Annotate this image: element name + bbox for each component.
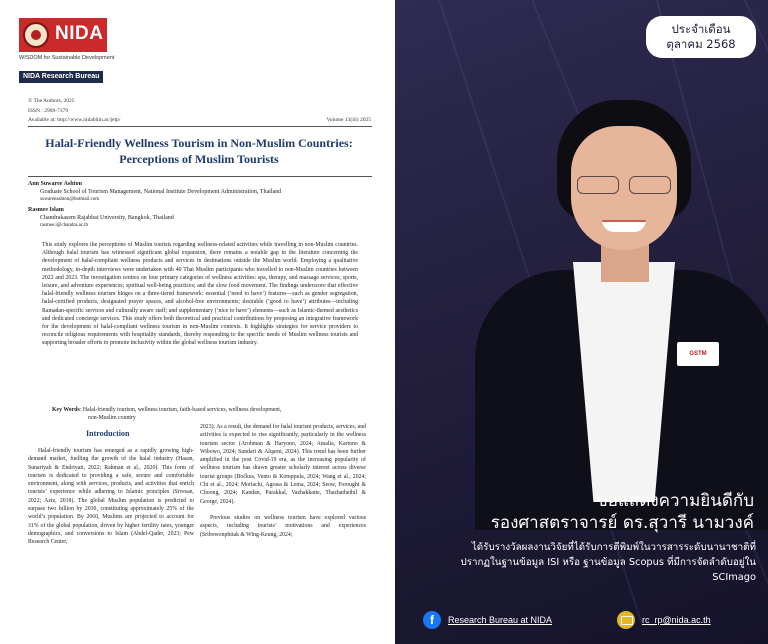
- paragraph-previous-studies: Previous studies on wellness tourism have explored various aspects, including tourists’ motivations and experiences (Sribowonphitak & Wing-Keung, 2024;: [200, 514, 366, 538]
- desc-line: SCImago: [712, 572, 756, 583]
- keywords-cont: non-Muslim country: [88, 415, 136, 422]
- portrait-photo: [455, 90, 768, 500]
- congratulation-panel: [395, 0, 768, 644]
- author2-affiliation: Chandrakasem Rajabhat University, Bangkok, Thailand: [40, 215, 174, 221]
- award-description: [416, 540, 756, 585]
- month-label: ประจำเดือน: [671, 22, 731, 36]
- glasses-icon: [573, 176, 675, 196]
- author1-name: Ann Suwaree Ashton: [28, 181, 82, 187]
- keywords-text: : Halal-friendly tourism, wellness tourism, faith-based services, wellness development,: [79, 407, 282, 413]
- congratulation-heading: [491, 490, 754, 534]
- logo-text: NIDA: [55, 23, 104, 44]
- introduction-heading: Introduction: [86, 429, 130, 438]
- facebook-label: Research Bureau at NIDA: [448, 615, 553, 625]
- keywords: [52, 406, 352, 422]
- volume: Volume 13(iii) 2025: [326, 117, 371, 123]
- email-icon: [617, 611, 635, 629]
- desc-line: ได้รับรางวัลผลงานวิจัยที่ได้รับการตีพิมพ์ในวารสารระดับนานาชาติที่: [471, 542, 756, 553]
- facebook-icon: f: [423, 611, 441, 629]
- abstract: This study explores the perceptions of Muslim tourists regarding wellness-related activities while travelling in non-Muslim countries. Although halal tourism has witnessed significant global expansion, there remains a notable gap in the literature concerning the development of halal-compliant wellness products and services in destinations outside the Muslim world. Employing a qualitative methodology, in-depth interviews were undertaken with 40 Thai Muslim participants who travelled to non-Muslim countries between 2022 and 2023. The investigation centres on four primary categories of wellness activities: spa, therapy, and massage services; sports, leisure, and adventure experiences; spiritual well-being practices; and the slow food movement. The findings underscore that effective halal-friendly wellness tourism hinges on a three-tiered framework: essential (‘need to have’) features—such as gender segregation, halal-certified products, designated prayer spaces, and alcohol-free environments; desirable (‘good to have’) attributes—including Ramadan-specific services and culturally aware staff; and supplementary (‘nice to have’) elements—such as Islamic-themed aesthetics and dedicated concierge services. This study offers both theoretical and practical contributions by proposing an integrative framework for the development of halal-compliant wellness tourism in non-Muslim contexts. It highlights strategies for service providers to reconcile religious requirements with hospitality standards, thereby responding to the specific needs of Muslim wellness tourists and supporting broader efforts to promote inclusivity within the global wellness tourism industry.: [42, 242, 358, 347]
- paper-title: Halal-Friendly Wellness Tourism in Non-Muslim Countries: Perceptions of Muslim Tourists: [45, 136, 353, 166]
- author1-affiliation: Graduate School of Tourism Management, National Institute Development Administration, Thailand: [40, 189, 282, 195]
- keywords-label: Key Words: [52, 407, 80, 413]
- author1-email: suwareeashton@hotmail.com: [40, 197, 100, 202]
- column-right: [200, 423, 366, 539]
- availability-link[interactable]: Available at: http://www.nidabilin.ac/jetp/: [28, 117, 121, 123]
- title-rule: [28, 176, 372, 177]
- column-left: [28, 447, 194, 547]
- research-bureau-label: NIDA Research Bureau: [19, 71, 103, 83]
- email-link[interactable]: [617, 611, 711, 629]
- congrats-line1: ขอแสดงความยินดีกับ: [596, 491, 754, 511]
- month-value: ตุลาคม 2568: [666, 37, 736, 51]
- author2-name: Rasmee Islam: [28, 207, 64, 213]
- email-label: rc_rp@nida.ac.th: [642, 615, 711, 625]
- name-badge: GSTM: [677, 342, 719, 366]
- copyright: © The Authors, 2025: [28, 98, 75, 104]
- tagline: WISDOM for Sustainable Development: [19, 55, 115, 61]
- month-badge: [646, 16, 756, 58]
- facebook-link[interactable]: [423, 611, 552, 629]
- desc-line: ปรากฏในฐานข้อมูล ISI หรือ ฐานข้อมูล Scopus ที่มีการจัดลำดับอยู่ใน: [460, 557, 756, 568]
- header-rule: [28, 126, 372, 127]
- issn: ISSN : 2909-7379: [28, 108, 69, 114]
- recipient-name: รองศาสตราจารย์ ดร.สุวารี นามวงค์: [490, 513, 754, 533]
- intro-paragraph: Halal-friendly tourism has emerged as a rapidly growing high-demand market, fuelling the growth of the halal industry (Hasan, Sunariyah & Endriyati, 2022; Rahman et al., 2020). This form of tourism is dedicated to providing a safe, secure and comfortable environment, along with services, products, and activities that enrich tourists’ experience while adhering to Islamic principles (Sivesan, 2022; Aziz, 2018). The global Muslim population is predicted to surpass two billion by 2030, constituting approximately 25% of the world’s population. By 2060, Muslims are projected to account for 31% of the global population, driven by higher fertility rates, younger demographics, and conversions to Islam (Abdel-Qader, 2023; Pew Research Center,: [28, 448, 194, 546]
- nida-logo: [19, 18, 107, 52]
- nida-seal-icon: [23, 22, 49, 48]
- author2-email: rasmee.i@chandra.ac.th: [40, 223, 89, 228]
- paragraph-continued: 2023). As a result, the demand for halal tourism products, services, and activities is expected to rise significantly, particularly in the wellness tourism sector (Arohman & Haryono, 2024; Amalia, Kartono & Wibowo, 2024; Sundari & Alqarni, 2024). This trend has been further amplified in the post Covid-19 era, as the increasing popularity of wellness tourism has drawn greater scholarly interest across diverse tourist groups (Bočkus, Vento & Komppula, 2024; Wang et al., 2024; Chi et al., 2024; Moriachi, Agrasa & Lema, 2024; Seow, Foroughi & Choong, 2024; Kandan, Parakkal, Vazhakkatte, Thazhathethil & George, 2024).: [200, 424, 366, 505]
- smile: [602, 220, 646, 232]
